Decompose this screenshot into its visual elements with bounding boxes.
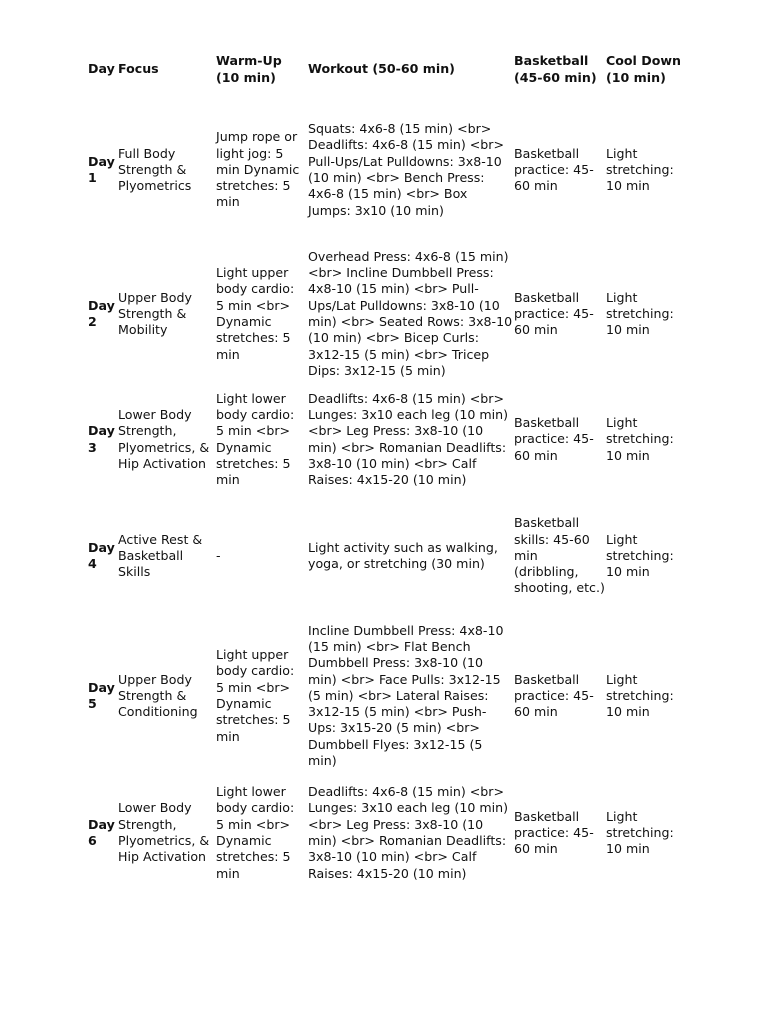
cell-basketball: Basketball practice: 45-60 min (514, 415, 594, 463)
cell-cooldown: Light stretching: 10 min (606, 145, 674, 194)
table-row (88, 774, 688, 892)
cell-focus: Active Rest & Basketball Skills (118, 531, 203, 580)
cell-cooldown: Light stretching: 10 min (606, 415, 674, 463)
header-basketball: Basketball (45-60 min) (514, 53, 597, 85)
cell-cooldown: Light stretching: 10 min (606, 531, 674, 580)
cell-basketball: Basketball practice: 45-60 min (514, 145, 594, 194)
cell-cooldown: Light stretching: 10 min (606, 671, 674, 720)
cell-basketball: Basketball practice: 45-60 min (514, 289, 594, 338)
cell-workout: Light activity such as walking, yoga, or stretching (30 min) (308, 539, 498, 571)
cell-day: Day 5 (88, 679, 115, 711)
cell-workout: Deadlifts: 4x6-8 (15 min) <br> Lunges: 3x10 each leg (10 min) <br> Leg Press: 3x8-10 (10 min) <br> Romanian Deadlifts: 3x8-10 (10 min) <br> Calf Raises: 4x15-20 (10 min) (308, 390, 509, 488)
cell-workout: Overhead Press: 4x6-8 (15 min) <br> Incline Dumbbell Press: 4x8-10 (15 min) <br> Pull-Ups/Lat Pulldowns: 3x8-10 (10 min) <br> Seated Rows: 3x8-10 (10 min) <br> Bicep Curls: 3x12-15 (5 min) <br> Tricep Dips: 3x12-15 (5 min) (308, 248, 513, 378)
table-row (88, 494, 688, 618)
cell-day: Day 2 (88, 297, 115, 329)
cell-warmup: Light upper body cardio: 5 min <br> Dynamic stretches: 5 min (216, 647, 295, 744)
cell-day: Day 1 (88, 153, 115, 185)
cell-warmup: - (216, 547, 221, 563)
cell-focus: Lower Body Strength, Plyometrics, & Hip Activation (118, 800, 210, 865)
cell-day: Day 4 (88, 539, 115, 571)
cell-cooldown: Light stretching: 10 min (606, 289, 674, 338)
cell-warmup: Light upper body cardio: 5 min <br> Dynamic stretches: 5 min (216, 265, 295, 362)
cell-basketball: Basketball practice: 45-60 min (514, 808, 594, 857)
cell-focus: Full Body Strength & Plyometrics (118, 145, 192, 194)
cell-focus: Upper Body Strength & Mobility (118, 289, 192, 338)
workout-schedule-table (88, 42, 688, 892)
header-cooldown: Cool Down (10 min) (606, 53, 681, 85)
cell-focus: Lower Body Strength, Plyometrics, & Hip Activation (118, 406, 210, 471)
table-row (88, 618, 688, 774)
cell-warmup: Jump rope or light jog: 5 min Dynamic stretches: 5 min (216, 129, 300, 210)
table-row (88, 243, 688, 385)
cell-day: Day 6 (88, 816, 115, 848)
cell-basketball: Basketball practice: 45-60 min (514, 671, 594, 720)
table-header-row (88, 42, 688, 97)
cell-workout: Squats: 4x6-8 (15 min) <br> Deadlifts: 4x6-8 (15 min) <br> Pull-Ups/Lat Pulldowns: 3x8-10 (10 min) <br> Bench Press: 4x6-8 (15 min) <br> Box Jumps: 3x10 (10 min) (308, 121, 505, 218)
header-warmup: Warm-Up (10 min) (216, 53, 282, 85)
cell-warmup: Light lower body cardio: 5 min <br> Dynamic stretches: 5 min (216, 390, 295, 488)
cell-focus: Upper Body Strength & Conditioning (118, 671, 198, 720)
header-focus: Focus (118, 61, 159, 77)
table-row (88, 385, 688, 494)
cell-day: Day 3 (88, 423, 115, 455)
cell-workout: Deadlifts: 4x6-8 (15 min) <br> Lunges: 3x10 each leg (10 min) <br> Leg Press: 3x8-10 (10 min) <br> Romanian Deadlifts: 3x8-10 (10 min) <br> Calf Raises: 4x15-20 (10 min) (308, 784, 509, 881)
header-workout: Workout (50-60 min) (308, 61, 455, 77)
cell-cooldown: Light stretching: 10 min (606, 808, 674, 857)
document-page (88, 42, 688, 892)
table-row (88, 97, 688, 243)
cell-basketball: Basketball skills: 45-60 min (dribbling, shooting, etc.) (514, 515, 605, 596)
header-day: Day (88, 61, 115, 77)
cell-workout: Incline Dumbbell Press: 4x8-10 (15 min) <br> Flat Bench Dumbbell Press: 3x8-10 (10 min) <br> Face Pulls: 3x12-15 (5 min) <br> Lateral Raises: 3x12-15 (5 min) <br> Push-Ups: 3x15-20 (5 min) <br> Dumbbell Flyes: 3x12-15 (5 min) (308, 622, 504, 769)
cell-warmup: Light lower body cardio: 5 min <br> Dynamic stretches: 5 min (216, 784, 295, 881)
